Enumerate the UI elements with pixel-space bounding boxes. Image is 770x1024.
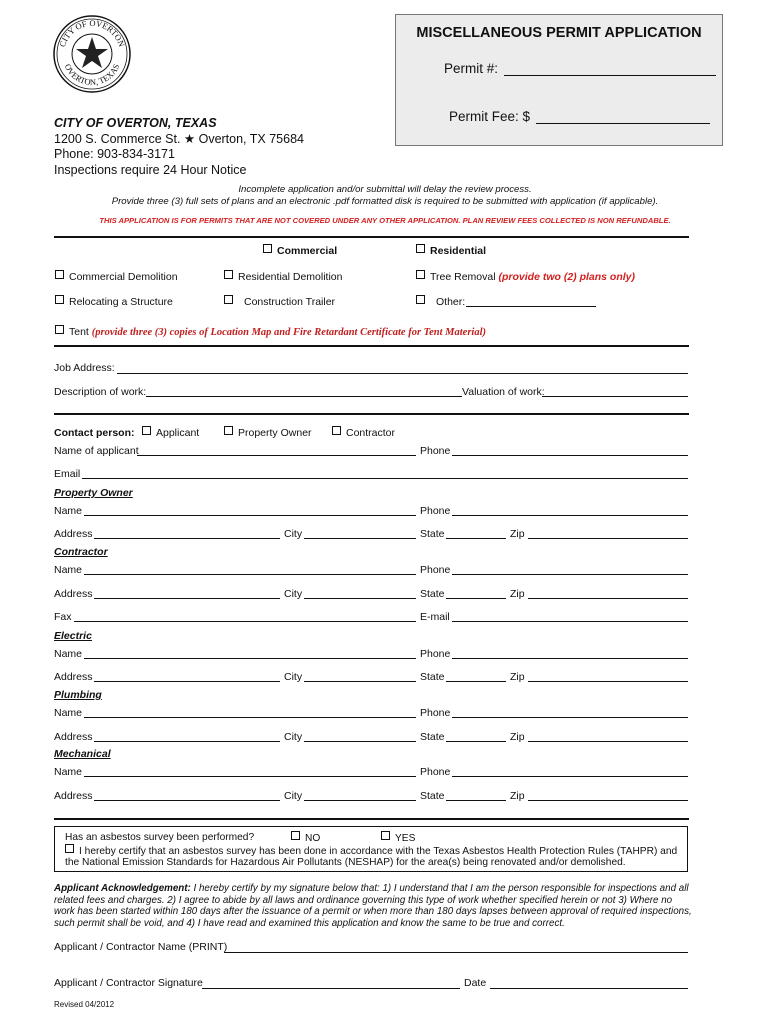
name-label: Name — [54, 564, 83, 576]
option-label: Property Owner — [238, 427, 312, 439]
electric-state-field[interactable] — [446, 681, 506, 682]
divider — [54, 818, 689, 820]
tree-removal-note: (provide two (2) plans only) — [498, 271, 635, 283]
notice-line-2: Provide three (3) full sets of plans and an electronic .pdf formatted disk is required to be submitted with application (if applicable). — [111, 196, 659, 207]
state-label: State — [420, 588, 445, 600]
checkbox-icon — [416, 295, 425, 304]
job-address-field[interactable] — [117, 373, 688, 374]
checkbox-icon — [65, 844, 74, 853]
plumbing-address-field[interactable] — [94, 741, 280, 742]
contractor-name-field[interactable] — [84, 574, 416, 575]
divider — [54, 236, 689, 238]
mechanical-address-field[interactable] — [94, 800, 280, 801]
city-label: City — [284, 790, 303, 802]
option-label: YES — [395, 833, 416, 844]
electric-zip-field[interactable] — [528, 681, 688, 682]
city-info — [54, 116, 304, 178]
option-commercial[interactable] — [263, 245, 337, 257]
signature-field[interactable] — [202, 988, 460, 989]
name-label: Name — [54, 766, 83, 778]
zip-label: Zip — [510, 790, 525, 802]
checkbox-icon — [332, 426, 341, 435]
permit-fee-field[interactable] — [536, 109, 710, 124]
svg-text:OVERTON, TEXAS — [63, 62, 122, 87]
mechanical-name-field[interactable] — [84, 776, 416, 777]
address-label: Address — [54, 528, 93, 540]
option-label: Tent — [69, 326, 89, 338]
applicant-phone-label: Phone — [420, 445, 451, 457]
checkbox-icon — [224, 426, 233, 435]
option-residential[interactable] — [416, 245, 486, 257]
option-label: Construction Trailer — [244, 296, 336, 308]
divider — [54, 345, 689, 347]
option-residential-demolition[interactable] — [224, 271, 342, 283]
option-label: NO — [305, 833, 321, 844]
job-address-label: Job Address: — [54, 362, 115, 374]
phone-label: Phone — [420, 766, 451, 778]
state-label: State — [420, 790, 445, 802]
plumbing-city-field[interactable] — [304, 741, 416, 742]
tent-note: (provide three (3) copies of Location Map and Fire Retardant Certificate for Tent Material) — [91, 327, 486, 338]
owner-city-field[interactable] — [304, 538, 416, 539]
option-commercial-demolition[interactable] — [55, 271, 178, 283]
section-property-owner: Property Owner — [54, 487, 133, 499]
date-field[interactable] — [490, 988, 688, 989]
address-label: Address — [54, 790, 93, 802]
permit-number-label: Permit #: — [444, 61, 499, 76]
permit-number-row — [444, 61, 716, 76]
checkbox-icon — [55, 270, 64, 279]
electric-phone-field[interactable] — [452, 658, 688, 659]
contractor-phone-field[interactable] — [452, 574, 688, 575]
owner-state-field[interactable] — [446, 538, 506, 539]
option-label: Commercial Demolition — [69, 271, 178, 283]
applicant-phone-field[interactable] — [452, 455, 688, 456]
section-mechanical: Mechanical — [54, 748, 111, 760]
other-field[interactable] — [466, 306, 596, 307]
checkbox-icon — [416, 270, 425, 279]
applicant-name-label: Name of applicant — [54, 445, 139, 457]
checkbox-icon — [224, 270, 233, 279]
acknowledgement-text: I hereby certify by my signature below that: 1) I understand that I am the person responsible for inspections and all related fees and charges. 2) I agree to abide by all laws and ordinance governing this type of work whether specified herein or not 3) Where no work has been started within 180 days after the issuance of a permit or when more than 180 days lapses between approval of required inspections, such permit shall be void, and 4) I have read and examined this application and know the same to be true and correct. — [54, 883, 692, 930]
name-label: Name — [54, 505, 83, 517]
seal-top-text: CITY OF OVERTON — [57, 17, 127, 49]
asbestos-no-option[interactable] — [291, 832, 320, 844]
permit-number-field[interactable] — [504, 61, 716, 76]
zip-label: Zip — [510, 528, 525, 540]
address-label: Address — [54, 588, 93, 600]
phone-label: Phone — [420, 648, 451, 660]
option-label: Applicant — [156, 427, 200, 439]
asbestos-certify-text-2: the National Emission Standards for Hazardous Air Pollutants (NESHAP) for the area(s) being renovated and/or demolished. — [65, 857, 626, 868]
electric-address-field[interactable] — [94, 681, 280, 682]
city-label: City — [284, 671, 303, 683]
option-other[interactable] — [416, 296, 465, 308]
checkbox-icon — [291, 831, 300, 840]
owner-phone-field[interactable] — [452, 515, 688, 516]
section-electric: Electric — [54, 630, 92, 642]
checkbox-icon — [55, 295, 64, 304]
form-title: MISCELLANEOUS PERMIT APPLICATION — [416, 25, 702, 41]
asbestos-certify-option[interactable] — [65, 845, 677, 857]
option-label: Residential Demolition — [238, 271, 343, 283]
signature-label: Applicant / Contractor Signature — [54, 977, 203, 989]
option-label: Other: — [436, 296, 466, 308]
checkbox-icon — [142, 426, 151, 435]
applicant-name-field[interactable] — [137, 455, 416, 456]
permit-header-box — [395, 14, 723, 146]
description-field[interactable] — [146, 396, 462, 397]
contact-applicant[interactable] — [142, 427, 199, 439]
notice-line-1: Incomplete application and/or submittal will delay the review process. — [238, 184, 532, 195]
revision-note: Revised 04/2012 — [54, 1000, 115, 1009]
mechanical-city-field[interactable] — [304, 800, 416, 801]
plumbing-state-field[interactable] — [446, 741, 506, 742]
date-label: Date — [464, 977, 487, 989]
checkbox-icon — [381, 831, 390, 840]
section-contractor: Contractor — [54, 546, 108, 558]
mechanical-state-field[interactable] — [446, 800, 506, 801]
contractor-fax-field[interactable] — [74, 621, 416, 622]
asbestos-box — [54, 826, 688, 872]
electric-city-field[interactable] — [304, 681, 416, 682]
plumbing-name-field[interactable] — [84, 717, 416, 718]
asbestos-question: Has an asbestos survey been performed? — [65, 832, 255, 843]
city-label: City — [284, 588, 303, 600]
plumbing-phone-field[interactable] — [452, 717, 688, 718]
state-label: State — [420, 671, 445, 683]
contractor-email-field[interactable] — [452, 621, 688, 622]
option-construction-trailer[interactable] — [224, 296, 335, 308]
section-plumbing: Plumbing — [54, 689, 102, 701]
contact-property-owner[interactable] — [224, 427, 312, 439]
owner-name-field[interactable] — [84, 515, 416, 516]
phone-label: Phone — [420, 505, 451, 517]
checkbox-icon — [416, 244, 425, 253]
print-name-label: Applicant / Contractor Name (PRINT) — [54, 941, 228, 953]
option-label: Residential — [430, 245, 487, 257]
email-label: E-mail — [420, 611, 450, 623]
mechanical-zip-field[interactable] — [528, 800, 688, 801]
state-label: State — [420, 528, 445, 540]
valuation-field[interactable] — [542, 396, 688, 397]
option-label: Contractor — [346, 427, 396, 439]
name-label: Name — [54, 707, 83, 719]
state-label: State — [420, 731, 445, 743]
option-tent[interactable] — [55, 326, 486, 338]
phone-label: Phone — [420, 564, 451, 576]
address-label: Address — [54, 731, 93, 743]
seal-bottom-text: OVERTON, TEXAS — [62, 62, 122, 88]
option-label: Commercial — [277, 245, 338, 257]
address-label: Address — [54, 671, 93, 683]
print-name-field[interactable] — [224, 952, 688, 953]
fax-label: Fax — [54, 611, 72, 623]
asbestos-yes-option[interactable] — [381, 832, 415, 844]
checkbox-icon — [55, 325, 64, 334]
contact-contractor[interactable] — [332, 427, 395, 439]
inspection-notice: Inspections require 24 Hour Notice — [54, 162, 247, 177]
city-address: 1200 S. Commerce St. ★ Overton, TX 75684 — [54, 131, 304, 146]
electric-name-field[interactable] — [84, 658, 416, 659]
permit-fee-row — [449, 109, 710, 124]
owner-address-field[interactable] — [94, 538, 280, 539]
contact-person-label: Contact person: — [54, 427, 135, 439]
option-tree-removal[interactable] — [416, 271, 635, 283]
plumbing-zip-field[interactable] — [528, 741, 688, 742]
option-label: Relocating a Structure — [69, 296, 173, 308]
city-label: City — [284, 528, 303, 540]
checkbox-icon — [263, 244, 272, 253]
contractor-zip-field[interactable] — [528, 598, 688, 599]
applicant-email-field[interactable] — [82, 478, 688, 479]
phone-label: Phone — [420, 707, 451, 719]
option-label: Tree Removal — [430, 271, 496, 283]
city-name: CITY OF OVERTON, TEXAS — [54, 116, 217, 130]
non-refundable-warning: THIS APPLICATION IS FOR PERMITS THAT ARE NOT COVERED UNDER ANY OTHER APPLICATION. PLAN REVIEW FEES COLLECTED IS NON REFUNDABLE. — [99, 216, 671, 225]
owner-zip-field[interactable] — [528, 538, 688, 539]
name-label: Name — [54, 648, 83, 660]
contractor-state-field[interactable] — [446, 598, 506, 599]
mechanical-phone-field[interactable] — [452, 776, 688, 777]
acknowledgement — [54, 883, 694, 930]
zip-label: Zip — [510, 671, 525, 683]
checkbox-icon — [224, 295, 233, 304]
city-label: City — [284, 731, 303, 743]
applicant-email-label: Email — [54, 468, 81, 480]
contractor-city-field[interactable] — [304, 598, 416, 599]
description-label: Description of work: — [54, 386, 147, 398]
city-phone: Phone: 903-834-3171 — [54, 147, 175, 161]
valuation-label: Valuation of work: — [462, 386, 545, 398]
option-relocating-structure[interactable] — [55, 296, 173, 308]
zip-label: Zip — [510, 731, 525, 743]
asbestos-certify-text: I hereby certify that an asbestos survey has been done in accordance with the Texas Asbestos Health Protection Rules (TAHPR) and — [79, 846, 678, 857]
zip-label: Zip — [510, 588, 525, 600]
city-seal — [52, 14, 132, 94]
contractor-address-field[interactable] — [94, 598, 280, 599]
divider — [54, 413, 689, 415]
permit-fee-label: Permit Fee: $ — [449, 109, 531, 124]
acknowledgement-label: Applicant Acknowledgement: — [54, 883, 191, 894]
